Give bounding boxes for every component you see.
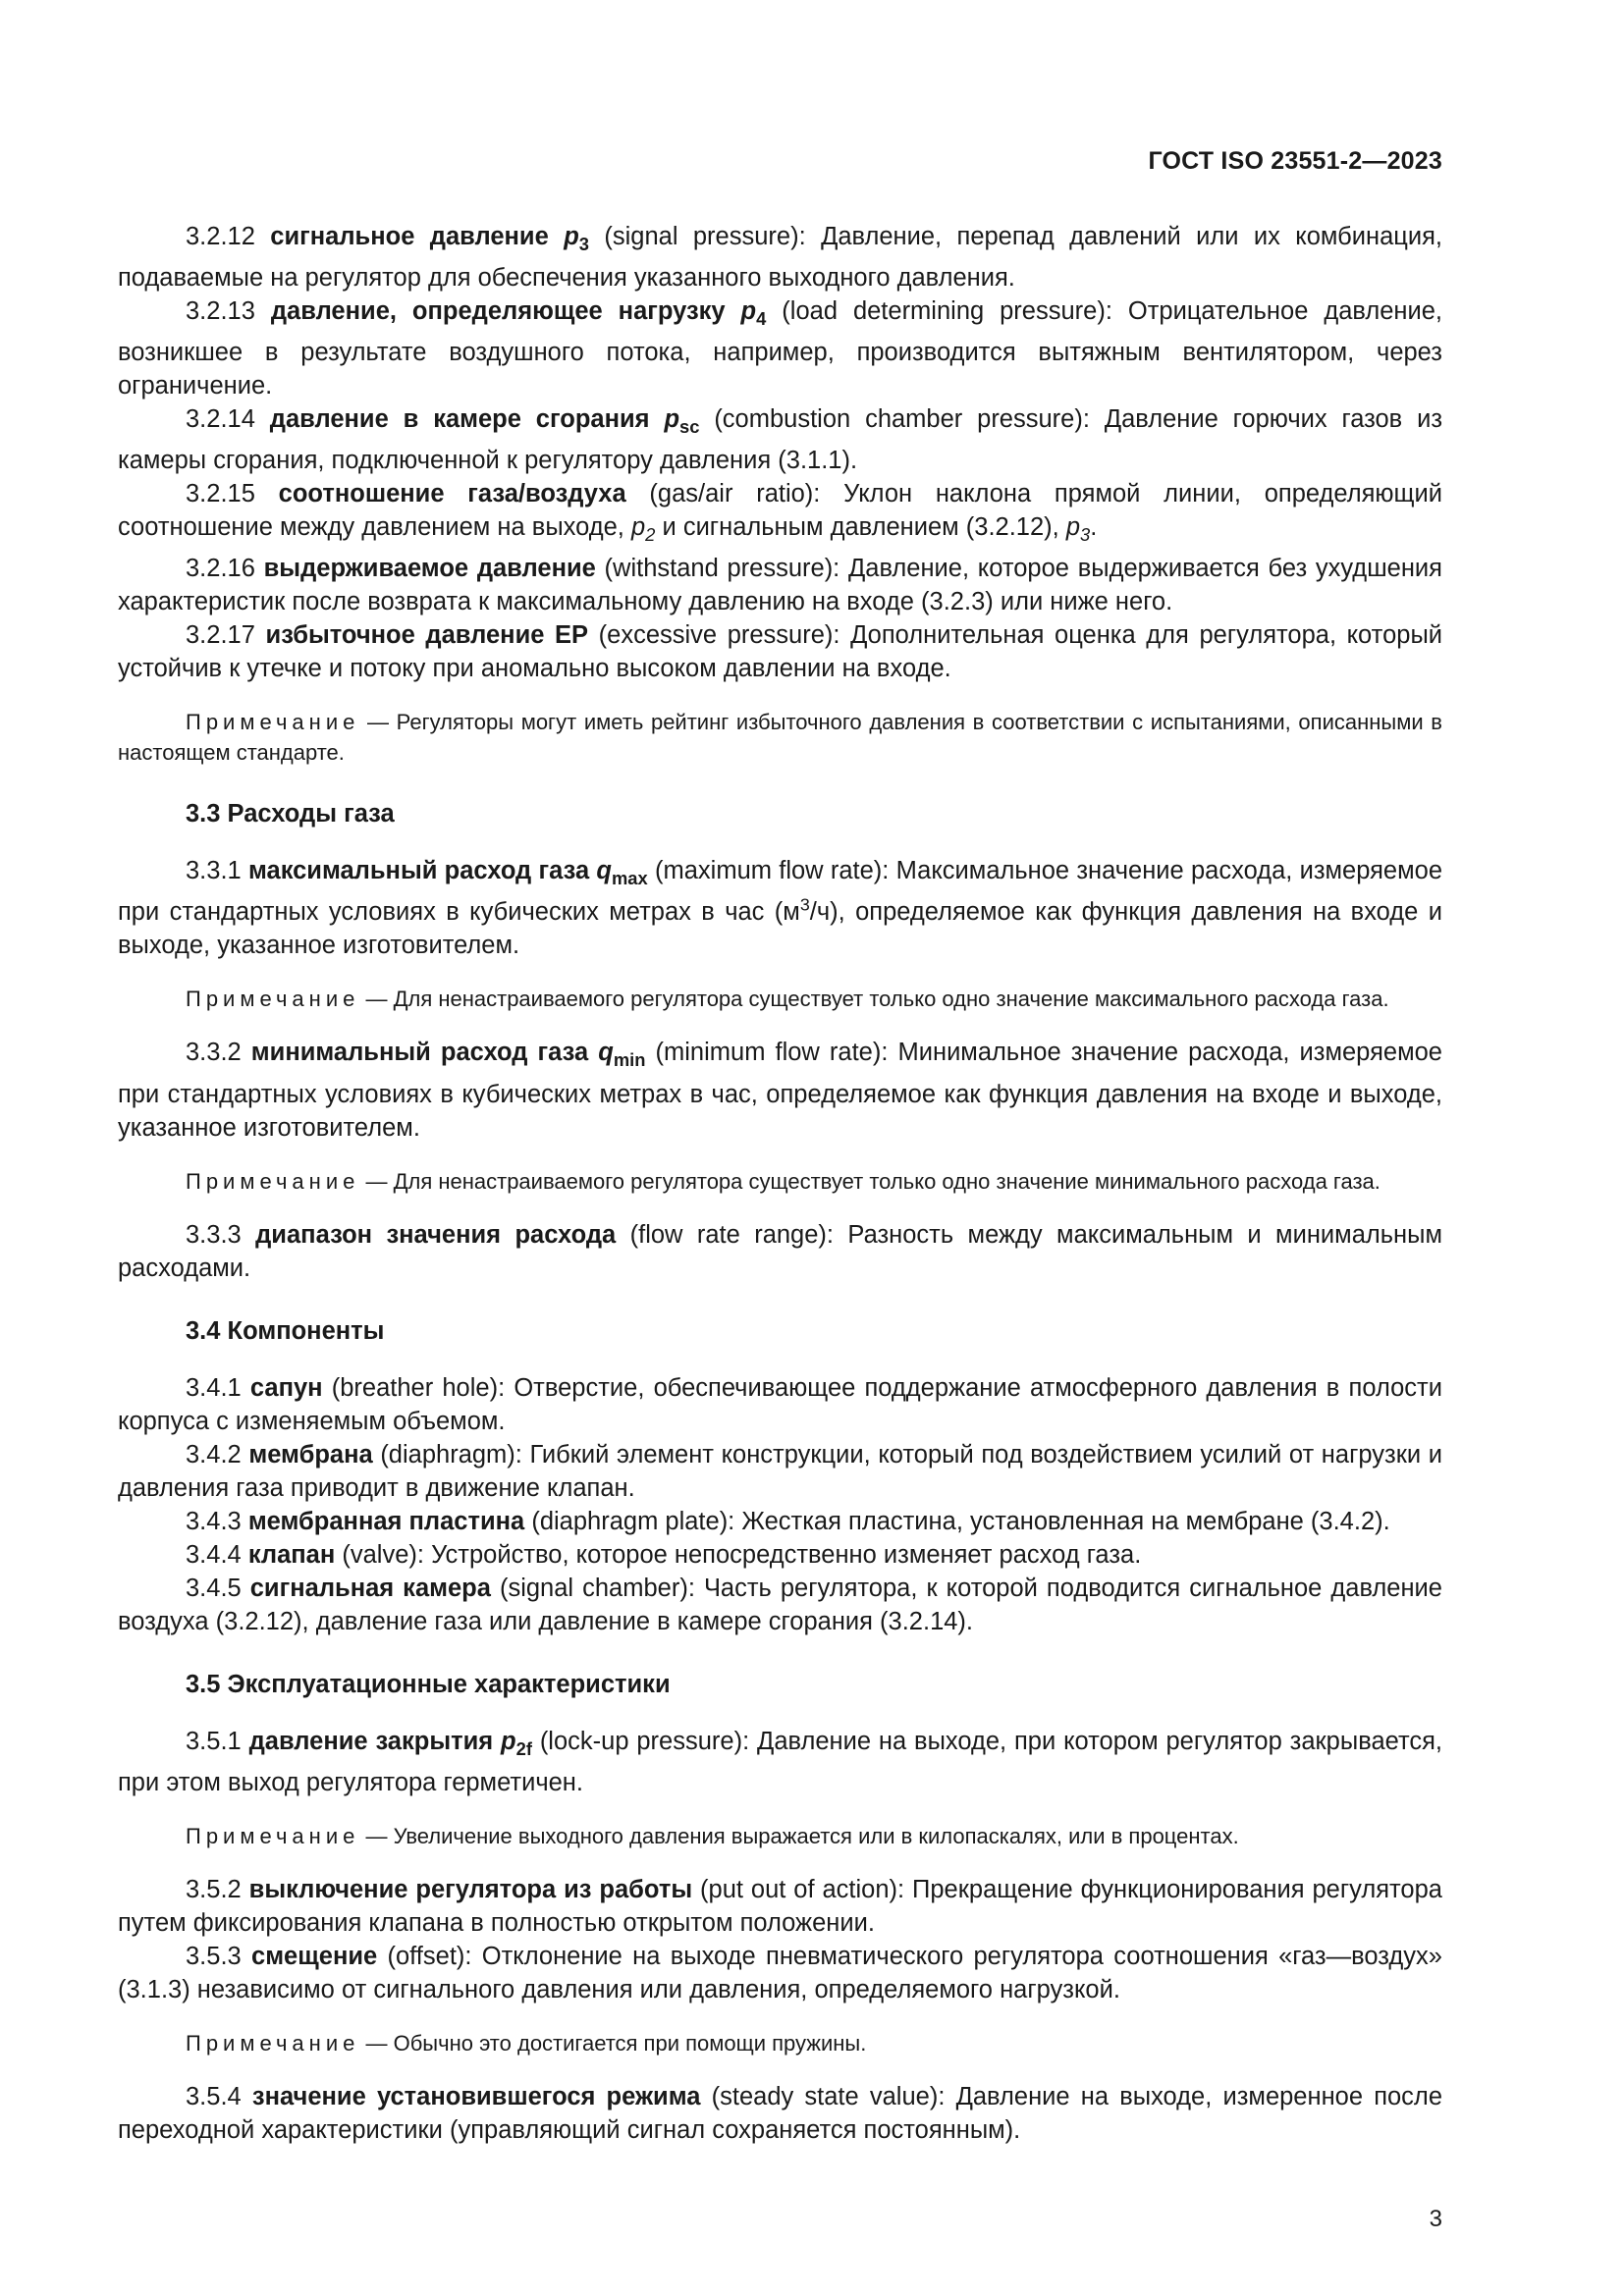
definition-3-4-1: 3.4.1 сапун (breather hole): Отверстие, обеспечивающее поддержание атмосферного давления в полости корпуса с изменяемым объемом.	[118, 1373, 1442, 1435]
definition-3-4-4: 3.4.4 клапан (valve): Устройство, которое непосредственно изменяет расход газа.	[186, 1540, 1142, 1569]
definition-3-3-1: 3.3.1 максимальный расход газа $q_{max}$ (maximum flow rate): Максимальное значение расхода, измеряемое при стандартных условиях в кубических метрах в час $(м^3/ч)$, определяемое как функция давления на входе и выходе, указанное изготовителем.	[118, 857, 1443, 960]
definition-3-5-1: 3.5.1 давление закрытия $p_{2f}$ (lock-up pressure): Давление на выходе, при котором регулятор закрывается, при этом выход регулятора герметичен.	[118, 1727, 1443, 1796]
note-lockup-pressure: Примечание — Увеличение выходного давления выражается или в килопаскалях, или в процентах.	[186, 1823, 1239, 1848]
definition-3-2-14: 3.2.14 давление в камере сгорания $p_{sc}$ (combustion chamber pressure): Давление горючих газов из камеры сгорания, подключенной к регулятору давления (3.1.1).	[118, 405, 1443, 475]
note-excessive-pressure: Примечание — Регуляторы могут иметь рейтинг избыточного давления в соответствии с испытаниями, описанными в настоящем стандарте.	[118, 710, 1442, 766]
document-code-header: ГОСТ ISO 23551-2—2023	[1148, 147, 1442, 175]
note-max-flow: Примечание — Для ненастраиваемого регулятора существует только одно значение максимального расхода газа.	[186, 987, 1389, 1012]
definition-3-2-15: 3.2.15 соотношение газа/воздуха (gas/air ratio): Уклон наклона прямой линии, определяющий соотношение между давлением на выходе, $p_2$ и сигнальным давлением (3.2.12), $p_3$.	[118, 480, 1442, 546]
definition-3-3-3: 3.3.3 диапазон значения расхода (flow rate range): Разность между максимальным и минимальным расходами.	[118, 1220, 1442, 1282]
definition-3-2-16: 3.2.16 выдерживаемое давление (withstand pressure): Давление, которое выдерживается без ухудшения характеристик после возврата к максимальному давлению на входе (3.2.3) или ниже него.	[118, 555, 1442, 616]
definition-3-2-13: 3.2.13 давление, определяющее нагрузку $p_4$ (load determining pressure): Отрицательное давление, возникшее в результате воздушного потока, например, производится вытяжным вентилятором, через ограничение.	[118, 297, 1442, 400]
definition-3-4-2: 3.4.2 мембрана (diaphragm): Гибкий элемент конструкции, который под воздействием усилий от нагрузки и давления газа приводит в движение клапан.	[118, 1440, 1442, 1502]
definition-3-2-12: 3.2.12 сигнальное давление $p_3$ (signal pressure): Давление, перепад давлений или их комбинация, подаваемые на регулятор для обеспечения указанного выходного давления.	[118, 223, 1442, 293]
section-heading-3-5: 3.5 Эксплуатационные характеристики	[186, 1670, 671, 1698]
definition-3-4-3: 3.4.3 мембранная пластина (diaphragm plate): Жесткая пластина, установленная на мембране (3.4.2).	[186, 1507, 1390, 1535]
document-body	[118, 220, 1442, 2147]
note-min-flow: Примечание — Для ненастраиваемого регулятора существует только одно значение минимального расхода газа.	[186, 1168, 1380, 1194]
definition-3-5-2: 3.5.2 выключение регулятора из работы (put out of action): Прекращение функционирования регулятора путем фиксирования клапана в полностью открытом положении.	[118, 1875, 1442, 1937]
definition-3-4-5: 3.4.5 сигнальная камера (signal chamber): Часть регулятора, к которой подводится сигнальное давление воздуха (3.2.12), давление газа или давление в камере сгорания (3.2.14).	[118, 1574, 1442, 1635]
section-heading-3-3: 3.3 Расходы газа	[186, 800, 395, 828]
definition-3-5-4: 3.5.4 значение установившегося режима (steady state value): Давление на выходе, измеренное после переходной характеристики (управляющий сигнал сохраняется постоянным).	[118, 2082, 1442, 2144]
section-heading-3-4: 3.4 Компоненты	[186, 1316, 385, 1345]
note-offset: Примечание — Обычно это достигается при помощи пружины.	[186, 2030, 867, 2056]
definition-3-2-17: 3.2.17 избыточное давление ЕР (excessive pressure): Дополнительная оценка для регулятора, который устойчив к утечке и потоку при аномально высоком давлении на входе.	[118, 621, 1443, 683]
definition-3-3-2: 3.3.2 минимальный расход газа $q_{min}$ (minimum flow rate): Минимальное значение расхода, измеряемое при стандартных условиях в кубических метрах в час, определяемое как функция давления на входе и выходе, указанное изготовителем.	[118, 1039, 1442, 1142]
definition-3-5-3: 3.5.3 смещение (offset): Отклонение на выходе пневматического регулятора соотношения «газ—воздух» (3.1.3) независимо от сигнального давления или давления, определяемого нагрузкой.	[118, 1942, 1442, 2003]
page-number: 3	[1429, 2206, 1442, 2232]
